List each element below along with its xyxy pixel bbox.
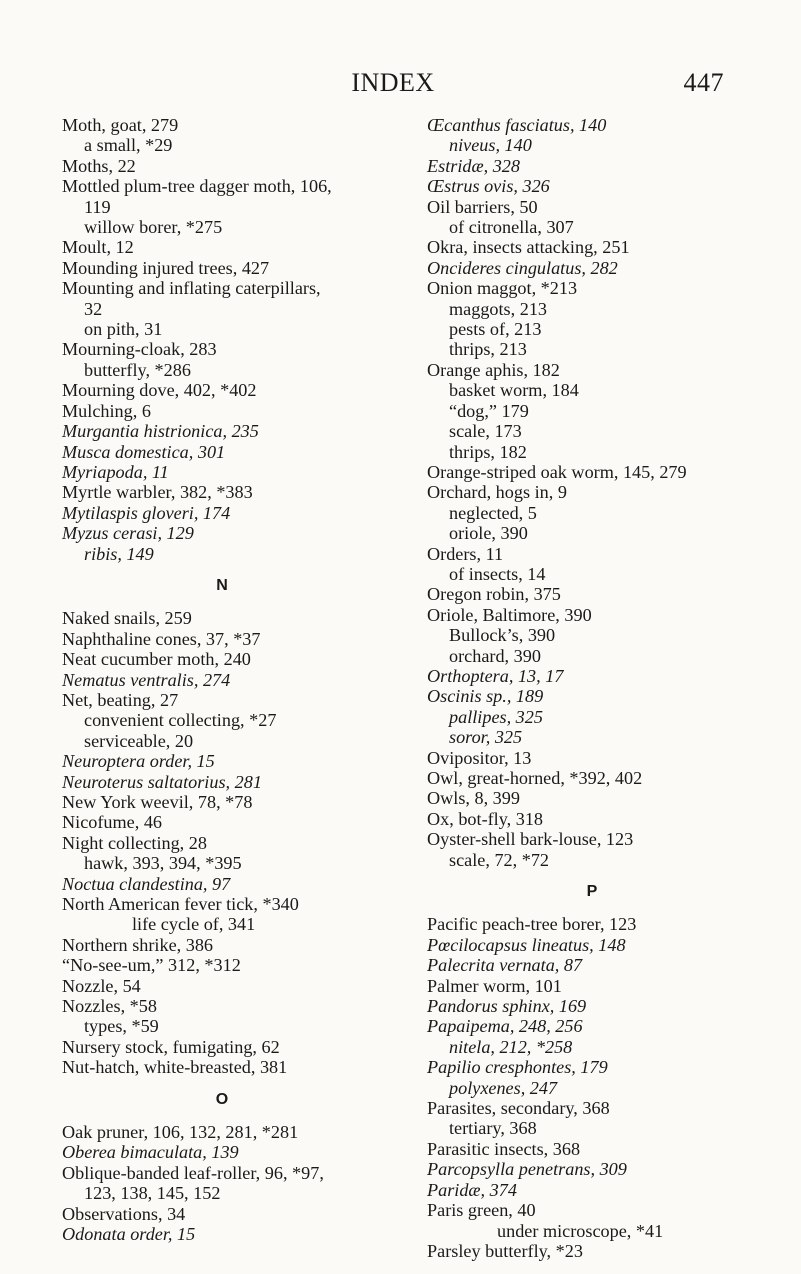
index-subentry: a small, *29 [84,135,173,156]
index-entry: Nicofume, 46 [62,812,163,833]
index-entry: Palecrita vernata, 87 [427,955,583,976]
index-entry: Moths, 22 [62,155,136,176]
index-subentry: of insects, 14 [449,563,546,584]
index-subentry: serviceable, 20 [84,730,194,751]
index-entry: Odonata order, 15 [62,1224,196,1245]
index-entry: Owls, 8, 399 [427,788,520,809]
index-entry: North American fever tick, *340 [62,894,299,915]
index-entry: Oak pruner, 106, 132, 281, *281 [62,1122,299,1143]
index-subentry: willow borer, *275 [84,217,223,238]
section-letter: P [586,883,598,901]
index-entry: Okra, insects attacking, 251 [427,237,630,258]
running-head [62,66,724,100]
index-entry: New York weevil, 78, *78 [62,791,253,812]
index-entry: Myriapoda, 11 [62,461,169,482]
index-entry: Paridæ, 374 [427,1179,517,1200]
index-subentry: thrips, 213 [449,339,527,360]
index-subentry: soror, 325 [449,727,523,748]
index-entry: Net, beating, 27 [62,689,179,710]
index-subentry: Bullock’s, 390 [449,625,556,646]
index-entry: Parasites, secondary, 368 [427,1098,610,1119]
index-entry: Neat cucumber moth, 240 [62,649,251,670]
index-entry: Paris green, 40 [427,1200,536,1221]
index-subentry: types, *59 [84,1016,159,1037]
index-subentry: butterfly, *286 [84,359,191,380]
index-entry: Nozzles, *58 [62,996,157,1017]
index-entry: Noctua clandestina, 97 [62,873,231,894]
index-subentry: maggots, 213 [449,298,548,319]
index-subentry: of citronella, 307 [449,217,574,238]
index-subentry: ribis, 149 [84,543,154,564]
index-entry: Ox, bot-fly, 318 [427,808,544,829]
section-letter: N [216,576,228,594]
index-entry: Œstrus ovis, 326 [427,176,550,197]
index-entry: Nozzle, 54 [62,975,141,996]
index-entry: Moult, 12 [62,237,134,258]
index-subentry: scale, 72, *72 [449,849,550,870]
index-entry: Naked snails, 259 [62,608,192,629]
index-entry: Pacific peach-tree borer, 123 [427,914,637,935]
index-entry-continuation: under microscope, *41 [497,1220,664,1241]
index-entry: Parsley butterfly, *23 [427,1240,583,1261]
index-entry: Mourning-cloak, 283 [62,339,217,360]
index-entry: Mounting and inflating caterpillars, [62,278,321,299]
index-entry: Papaipema, 248, 256 [427,1016,583,1037]
index-subentry: pests of, 213 [449,319,542,340]
index-subentry: polyxenes, 247 [449,1077,558,1098]
index-subentry: pallipes, 325 [449,706,543,727]
index-entry: Neuroptera order, 15 [62,751,215,772]
index-subentry: tertiary, 368 [449,1118,537,1139]
index-subentry: scale, 173 [449,421,522,442]
index-entry: Musca domestica, 301 [62,441,226,462]
index-entry: Mounding injured trees, 427 [62,257,270,278]
index-entry: Myrtle warbler, 382, *383 [62,482,253,503]
index-entry: Œcanthus fasciatus, 140 [427,115,607,135]
index-entry: Oblique-banded leaf-roller, 96, *97, [62,1162,324,1183]
index-entry: Neuroterus saltatorius, 281 [62,771,262,792]
index-entry: Observations, 34 [62,1203,186,1224]
index-subentry: basket worm, 184 [449,380,579,401]
index-entry: Orange-striped oak worm, 145, 279 [427,461,687,482]
index-entry: Naphthaline cones, 37, *37 [62,628,261,649]
index-entry: “No-see-um,” 312, *312 [62,955,241,976]
index-entry-continuation: 119 [84,196,111,217]
index-entry: Orchard, hogs in, 9 [427,482,567,503]
index-entry: Mytilaspis gloveri, 174 [62,502,231,523]
index-entry-continuation: life cycle of, 341 [132,914,256,935]
index-entry: Murgantia histrionica, 235 [62,421,259,442]
index-entry: Pœcilocapsus lineatus, 148 [427,934,626,955]
index-entry: Mourning dove, 402, *402 [62,380,257,401]
index-entry: Orthoptera, 13, 17 [427,665,564,686]
index-subentry: oriole, 390 [449,523,528,544]
index-subentry: thrips, 182 [449,441,527,462]
index-entry: Estridæ, 328 [427,155,520,176]
page-title: INDEX [351,68,435,97]
index-subentry: nitela, 212, *258 [449,1036,573,1057]
index-entry: Orders, 11 [427,543,504,564]
index-entry: Oncideres cingulatus, 282 [427,257,618,278]
index-entry: Mottled plum-tree dagger moth, 106, [62,176,332,197]
index-entry: Oregon robin, 375 [427,584,561,605]
index-entry: Parcopsylla penetrans, 309 [427,1159,627,1180]
index-subentry: neglected, 5 [449,502,537,523]
index-subentry: “dog,” 179 [449,400,529,421]
index-entry: Owl, great-horned, *392, 402 [427,768,643,788]
index-entry: Mulching, 6 [62,400,151,421]
left-index-column [62,115,382,1245]
index-entry: Onion maggot, *213 [427,278,578,299]
index-entry: Night collecting, 28 [62,832,207,853]
index-entry: Oil barriers, 50 [427,196,538,217]
index-entry: Myzus cerasi, 129 [62,523,194,544]
index-entry: Orange aphis, 182 [427,359,560,380]
index-entry: Moth, goat, 279 [62,115,179,135]
index-entry: Nut-hatch, white-breasted, 381 [62,1057,288,1078]
index-entry: Oberea bimaculata, 139 [62,1142,239,1163]
index-subentry: on pith, 31 [84,319,163,340]
index-subentry: convenient collecting, *27 [84,710,277,731]
index-subentry: hawk, 393, 394, *395 [84,853,242,874]
index-entry: Nursery stock, fumigating, 62 [62,1036,280,1057]
right-index-column [427,115,757,1261]
section-letter: O [215,1090,229,1108]
index-entry: Palmer worm, 101 [427,975,562,996]
index-entry: Northern shrike, 386 [62,934,214,955]
index-entry: Oriole, Baltimore, 390 [427,604,592,625]
index-entry: Parasitic insects, 368 [427,1138,581,1159]
index-entry: Oscinis sp., 189 [427,686,544,707]
index-entry-continuation: 123, 138, 145, 152 [84,1183,221,1204]
index-entry: Ovipositor, 13 [427,747,532,768]
index-entry: Papilio cresphontes, 179 [427,1057,608,1078]
index-entry: Nematus ventralis, 274 [62,669,231,690]
index-subentry: orchard, 390 [449,645,541,666]
index-entry: Oyster-shell bark-louse, 123 [427,829,634,850]
index-subentry: niveus, 140 [449,135,532,156]
index-entry-continuation: 32 [84,298,103,319]
index-entry: Pandorus sphinx, 169 [427,996,587,1017]
page-number: 447 [683,68,724,97]
